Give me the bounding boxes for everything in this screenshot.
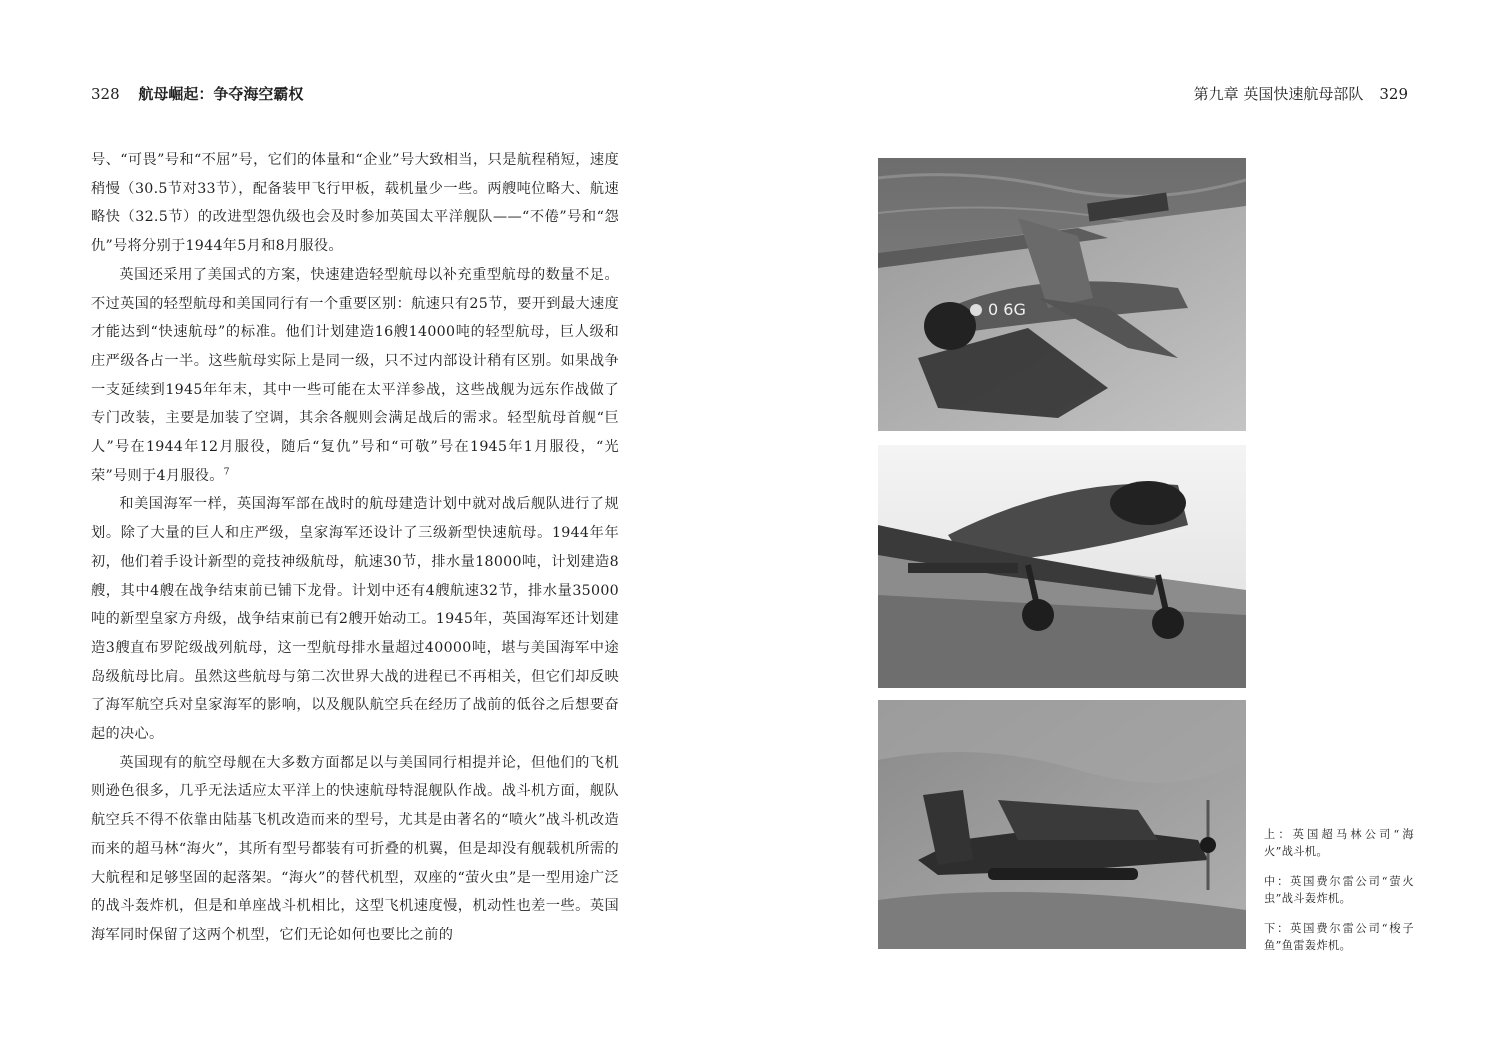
chapter-title: 第九章 英国快速航母部队 bbox=[1193, 85, 1364, 103]
photo-barracuda bbox=[878, 700, 1246, 949]
seafire-image bbox=[878, 158, 1246, 431]
left-page-header bbox=[91, 84, 303, 104]
left-page-number: 328 bbox=[91, 85, 120, 103]
barracuda-image bbox=[878, 700, 1246, 949]
caption-top: 上：英国超马林公司“海火”战斗机。 bbox=[1264, 828, 1414, 858]
photo-captions bbox=[1264, 826, 1414, 967]
body-paragraph-2 bbox=[91, 261, 619, 491]
caption-middle: 中：英国费尔雷公司“萤火虫”战斗轰炸机。 bbox=[1264, 875, 1414, 905]
firefly-image bbox=[878, 445, 1246, 688]
photo-firefly bbox=[878, 445, 1246, 688]
body-paragraph-3: 和美国海军一样，英国海军部在战时的航母建造计划中就对战后舰队进行了规划。除了大量的巨人和庄严级，皇家海军还设计了三级新型快速航母。1944年年初，他们着手设计新型的竞技神级航母，航速30节，排水量18000吨，计划建造8艘，其中4艘在战争结束前已铺下龙骨。计划中还有4艘航速32节，排水量35000吨的新型皇家方舟级，战争结束前已有2艘开始动工。1945年，英国海军还计划建造3艘直布罗陀级战列航母，这一型航母排水量超过40000吨，堪与美国海军中途岛级航母比肩。虽然这些航母与第二次世界大战的进程已不再相关，但它们却反映了海军航空兵对皇家海军的影响，以及舰队航空兵在经历了战前的低谷之后想要奋起的决心。 bbox=[91, 496, 619, 743]
book-title: 航母崛起：争夺海空霸权 bbox=[138, 85, 304, 103]
photo-seafire bbox=[878, 158, 1246, 431]
caption-bottom: 下：英国费尔雷公司“梭子鱼”鱼雷轰炸机。 bbox=[1264, 922, 1414, 952]
body-paragraph-4: 英国现有的航空母舰在大多数方面都足以与美国同行相提并论，但他们的飞机则逊色很多，几乎无法适应太平洋上的快速航母特混舰队作战。战斗机方面，舰队航空兵不得不依靠由陆基飞机改造而来的型号，尤其是由著名的“喷火”战斗机改造而来的超马林“海火”，其所有型号都装有可折叠的机翼，但是却没有舰载机所需的大航程和足够坚固的起落架。“海火”的替代机型，双座的“萤火虫”是一型用途广泛的战斗轰炸机，但是和单座战斗机相比，这型飞机速度慢，机动性也差一些。英国海军同时保留了这两个机型，它们无论如何也要比之前的 bbox=[91, 754, 619, 943]
right-page-header bbox=[1194, 84, 1408, 104]
body-paragraph-2-text: 英国还采用了美国式的方案，快速建造轻型航母以补充重型航母的数量不足。不过英国的轻型航母和美国同行有一个重要区别：航速只有25节，要开到最大速度才能达到“快速航母”的标准。他们计划建造16艘14000吨的轻型航母，巨人级和庄严级各占一半。这些航母实际上是同一级，只不过内部设计稍有区别。如果战争一支延续到1945年年末，其中一些可能在太平洋参战，这些战舰为远东作战做了专门改装，主要是加装了空调，其余各舰则会满足战后的需求。轻型航母首舰“巨人”号在1944年12月服役，随后“复仇”号和“可敬”号在1945年1月服役，“光荣”号则于4月服役。 bbox=[91, 266, 619, 484]
body-paragraph-1: 号、“可畏”号和“不屈”号，它们的体量和“企业”号大致相当，只是航程稍短，速度稍慢（30.5节对33节），配备装甲飞行甲板，载机量少一些。两艘吨位略大、航速略快（32.5节）的改进型怨仇级也会及时参加英国太平洋舰队——“不倦”号和“怨仇”号将分别于1944年5月和8月服役。 bbox=[91, 152, 619, 255]
footnote-ref: 7 bbox=[223, 467, 230, 477]
seafire-marking: 0 6G bbox=[988, 300, 1026, 319]
left-page-body bbox=[91, 146, 619, 950]
right-page-number: 329 bbox=[1379, 85, 1408, 103]
